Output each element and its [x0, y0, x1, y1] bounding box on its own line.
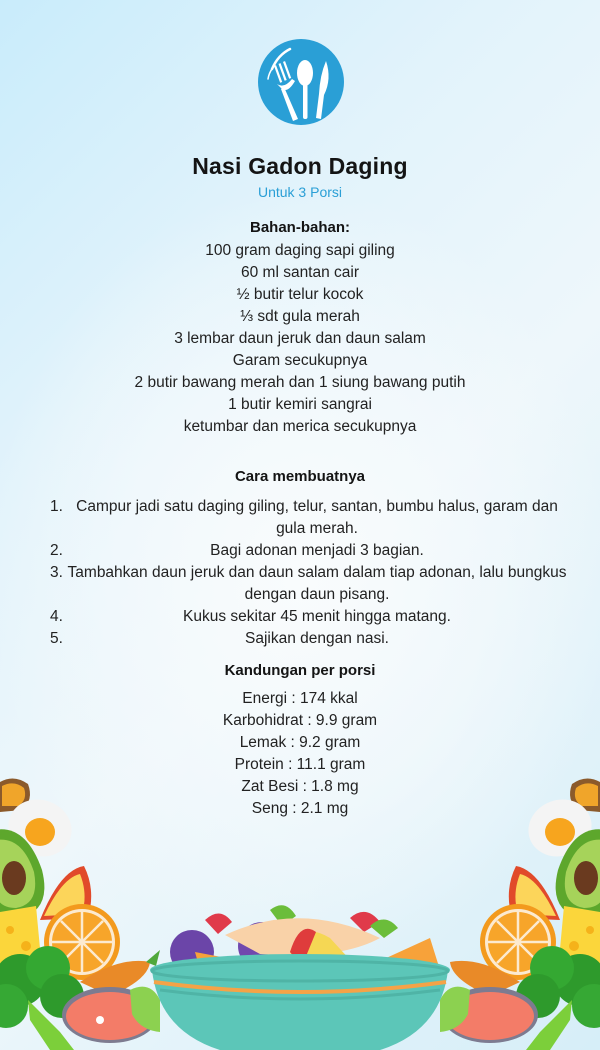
ingredients-heading: Bahan-bahan: — [249, 219, 350, 236]
steps-section — [0, 464, 600, 650]
nutrition-list — [0, 688, 600, 820]
recipe-title: Nasi Gadon Daging — [192, 153, 408, 179]
step-text: Sajikan dengan nasi. — [245, 630, 389, 647]
step-item — [50, 496, 570, 540]
servings-label: Untuk 3 Porsi — [257, 184, 343, 200]
nutrition-item: Protein : 11.1 gram — [234, 756, 366, 773]
ingredient-item: ½ butir telur kocok — [236, 286, 364, 303]
nutrition-item: Zat Besi : 1.8 mg — [241, 778, 359, 795]
step-item — [50, 628, 570, 650]
ingredient-item: 2 butir bawang merah dan 1 siung bawang putih — [134, 374, 466, 391]
step-text: Tambahkan daun jeruk dan daun salam dalam tiap adonan, lalu bungkus dengan daun pisang. — [67, 564, 567, 603]
recipe-header — [0, 150, 600, 202]
step-number: 2. — [50, 542, 63, 559]
ingredient-item: 100 gram daging sapi giling — [205, 242, 395, 259]
step-number: 5. — [50, 630, 63, 647]
nutrition-heading: Kandungan per porsi — [224, 662, 376, 679]
step-item — [50, 540, 570, 562]
step-number: 4. — [50, 608, 63, 625]
nutrition-item: Karbohidrat : 9.9 gram — [222, 712, 378, 729]
ingredient-item: ketumbar dan merica secukupnya — [183, 418, 417, 435]
nutrition-item: Energi : 174 kkal — [242, 690, 358, 707]
ingredient-item: 60 ml santan cair — [240, 264, 360, 281]
step-number: 1. — [50, 498, 63, 515]
ingredient-item: ⅓ sdt gula merah — [240, 308, 360, 325]
step-item — [50, 562, 570, 606]
step-text: Kukus sekitar 45 menit hingga matang. — [183, 608, 451, 625]
fruit-bowl — [150, 905, 450, 1050]
step-number: 3. — [50, 564, 63, 581]
step-text: Bagi adonan menjadi 3 bagian. — [210, 542, 424, 559]
ingredients-list — [120, 240, 480, 438]
ingredient-item: Garam secukupnya — [232, 352, 368, 369]
ingredient-item: 3 lembar daun jeruk dan daun salam — [174, 330, 426, 347]
ingredients-section — [0, 216, 600, 438]
steps-heading: Cara membuatnya — [234, 468, 366, 485]
step-item — [50, 606, 570, 628]
nutrition-item: Seng : 2.1 mg — [251, 800, 349, 817]
nutrition-section — [0, 658, 600, 820]
nutrition-item: Lemak : 9.2 gram — [239, 734, 361, 751]
fork-spoon-knife-icon — [258, 39, 344, 125]
ingredient-item: 1 butir kemiri sangrai — [228, 396, 372, 413]
step-text: Campur jadi satu daging giling, telur, santan, bumbu halus, garam dan gula merah. — [76, 498, 558, 537]
